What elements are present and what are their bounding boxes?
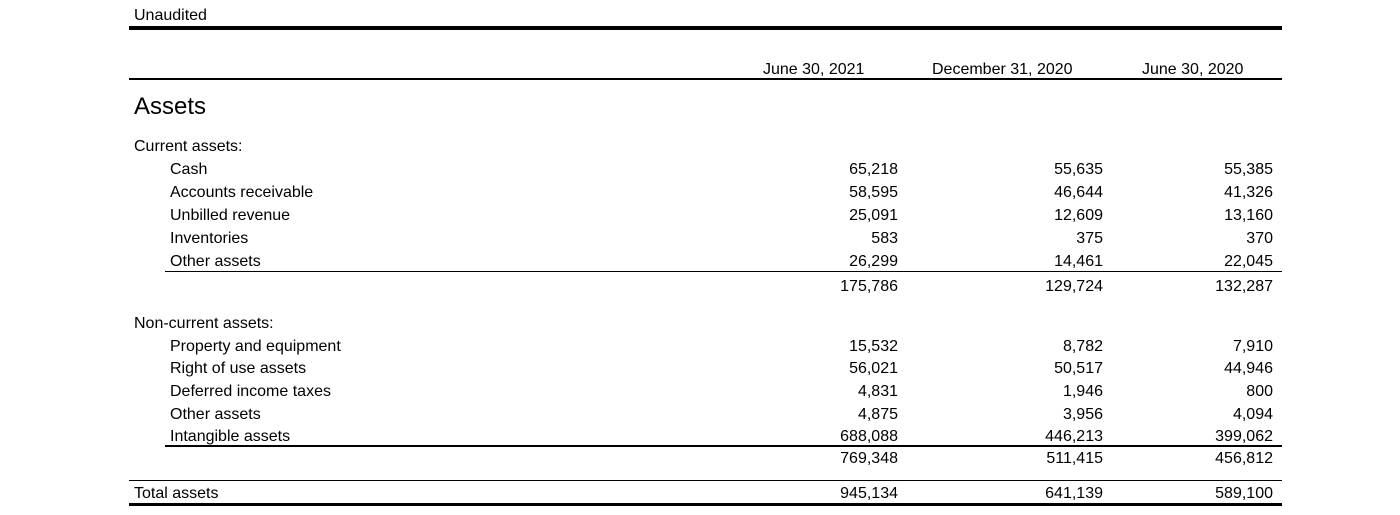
cell-value: 1,946	[1062, 383, 1103, 400]
row-label: Other assets	[170, 406, 261, 423]
row-label: Inventories	[170, 230, 249, 247]
cell-value: 22,045	[1224, 253, 1273, 270]
subtotal-value: 132,287	[1215, 278, 1273, 295]
total-value: 589,100	[1215, 485, 1273, 502]
current-assets-heading: Current assets:	[134, 138, 243, 155]
cell-value: 65,218	[849, 161, 898, 178]
cell-value: 3,956	[1062, 406, 1103, 423]
cell-value: 46,644	[1054, 184, 1103, 201]
total-value: 945,134	[840, 485, 898, 502]
cell-value: 688,088	[840, 428, 898, 445]
cell-value: 370	[1246, 230, 1273, 247]
row-label: Unbilled revenue	[170, 207, 291, 224]
cell-value: 375	[1076, 230, 1103, 247]
cell-value: 25,091	[849, 207, 898, 224]
total-rule-bottom	[129, 503, 1282, 506]
header-rule-thick	[129, 26, 1282, 30]
total-value: 641,139	[1045, 485, 1103, 502]
unaudited-label: Unaudited	[134, 7, 207, 24]
cell-value: 50,517	[1054, 360, 1103, 377]
row-label: Deferred income taxes	[170, 383, 331, 400]
cell-value: 399,062	[1215, 428, 1273, 445]
cell-value: 8,782	[1062, 338, 1103, 355]
cell-value: 58,595	[849, 184, 898, 201]
section-title: Assets	[134, 93, 207, 120]
row-label: Cash	[170, 161, 208, 178]
cell-value: 55,635	[1054, 161, 1103, 178]
row-label: Property and equipment	[170, 338, 341, 355]
column-header-rule	[129, 78, 1282, 80]
cell-value: 41,326	[1224, 184, 1273, 201]
cell-value: 4,875	[857, 406, 898, 423]
cell-value: 446,213	[1045, 428, 1103, 445]
subtotal-value: 175,786	[840, 278, 898, 295]
column-header-june-2020: June 30, 2020	[1142, 61, 1244, 78]
cell-value: 44,946	[1224, 360, 1273, 377]
row-label: Other assets	[170, 253, 261, 270]
cell-value: 800	[1246, 383, 1273, 400]
subtotal-value: 129,724	[1045, 278, 1103, 295]
column-header-dec-2020: December 31, 2020	[932, 61, 1073, 78]
column-header-june-2021: June 30, 2021	[763, 61, 865, 78]
subtotal-rule	[165, 445, 1282, 447]
subtotal-value: 769,348	[840, 450, 898, 467]
cell-value: 14,461	[1054, 253, 1103, 270]
cell-value: 55,385	[1224, 161, 1273, 178]
row-label: Right of use assets	[170, 360, 307, 377]
cell-value: 13,160	[1224, 207, 1273, 224]
subtotal-rule	[165, 271, 1282, 272]
cell-value: 4,094	[1232, 406, 1273, 423]
cell-value: 56,021	[849, 360, 898, 377]
cell-value: 583	[871, 230, 898, 247]
cell-value: 7,910	[1232, 338, 1273, 355]
row-label: Intangible assets	[170, 428, 291, 445]
total-label: Total assets	[134, 485, 219, 502]
total-rule-top	[129, 480, 1282, 481]
cell-value: 12,609	[1054, 207, 1103, 224]
noncurrent-assets-heading: Non-current assets:	[134, 315, 274, 332]
cell-value: 4,831	[857, 383, 898, 400]
cell-value: 26,299	[849, 253, 898, 270]
cell-value: 15,532	[849, 338, 898, 355]
subtotal-value: 511,415	[1046, 450, 1103, 467]
subtotal-value: 456,812	[1215, 450, 1273, 467]
row-label: Accounts receivable	[170, 184, 314, 201]
